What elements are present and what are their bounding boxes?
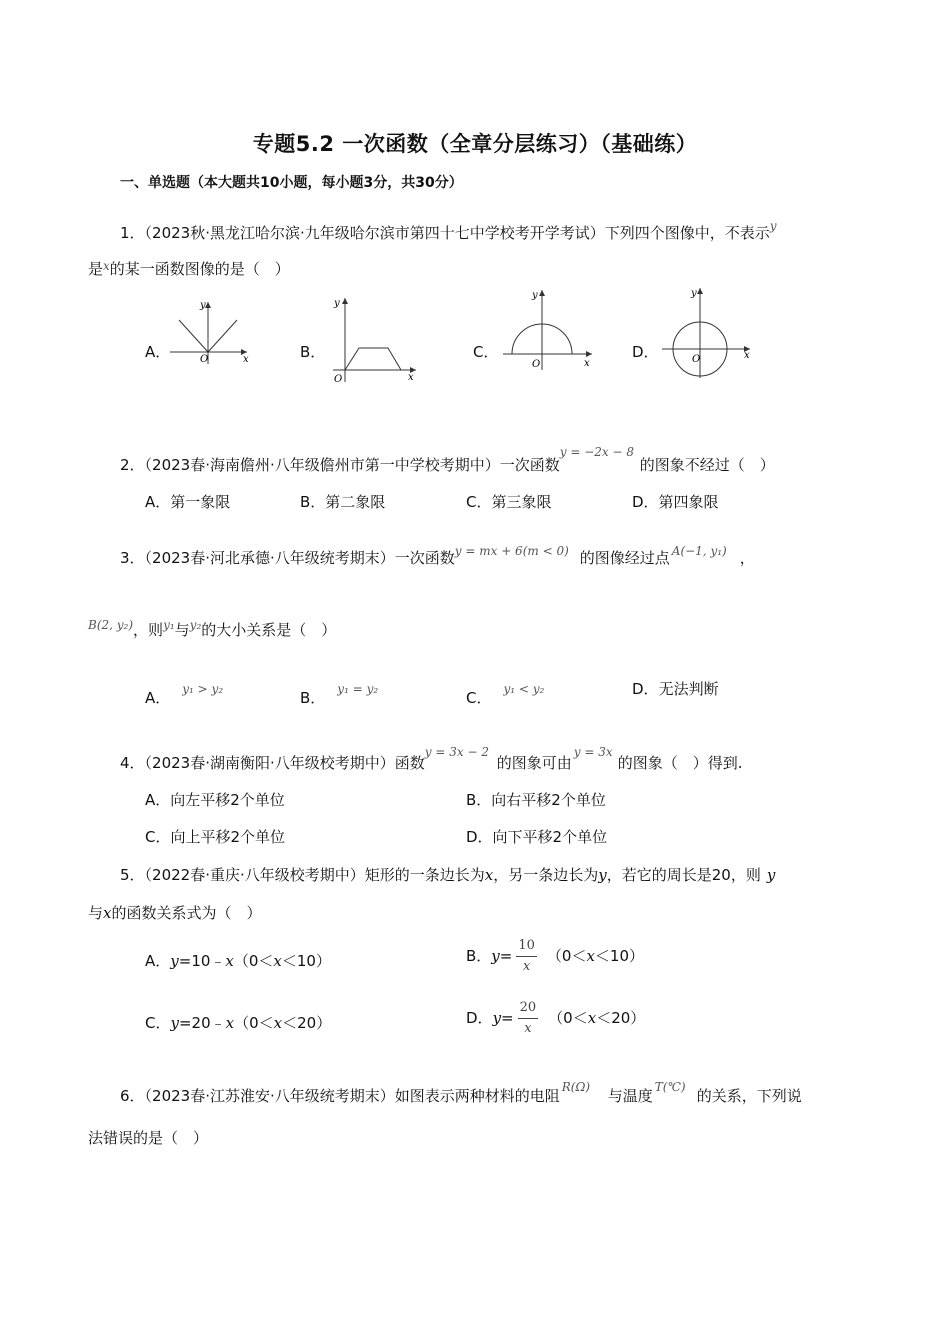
question-3: 3．（2023春·河北承德·八年级统考期末）一次函数y = mx + 6(m < 0) 的图像经过点 A(−1, y₁) ， [120, 541, 755, 568]
graph-d [660, 284, 760, 380]
axis-y-label: y [532, 290, 538, 301]
graph-c [500, 286, 600, 372]
formula: y = 3x − 2 [424, 745, 489, 759]
section-heading: 一、单选题（本大题共10小题，每小题3分，共30分） [120, 175, 463, 191]
page-title: 专题5.2 一次函数（全章分层练习）（基础练） [252, 132, 698, 156]
question-text: （2023秋·黑龙江哈尔滨·九年级哈尔滨市第四十七中学校考开学考试）下列四个图像中，不表示 [144, 224, 770, 242]
fraction: $\frac{20}{x}$ [519, 1000, 537, 1036]
option-b-label[interactable]: B． [300, 343, 326, 361]
q4-option-d[interactable]: D．向下平移2个单位 [466, 828, 608, 846]
math-var: y [769, 219, 777, 233]
question-1 [120, 216, 777, 243]
q4-option-c[interactable]: C．向上平移2个单位 [145, 828, 286, 846]
option-c-label[interactable]: C． [473, 343, 499, 361]
q5-option-b[interactable]: B．y= $\frac{10}{x}$ （0＜x＜10） [466, 936, 644, 977]
axis-y-label: y [200, 300, 206, 311]
q5-option-c[interactable]: C．y=20﹣x（0＜x＜20） [145, 1014, 332, 1032]
question-4: 4．（2023春·湖南衡阳·八年级校考期中）函数y = 3x − 2的图象可由y = 3x的图象（ ）得到. [120, 742, 743, 773]
math-var: x [103, 259, 110, 273]
question-3-line2: $^{B(2, y_2)}$，则$^{y_1}$与$^{y_2}$的大小关系是（ ） [88, 618, 337, 639]
q2-option-b[interactable]: B．第二象限 [300, 493, 386, 511]
q3-option-b[interactable]: B． $^{y_1 = y_2}$ [300, 682, 379, 707]
q2-option-d[interactable]: D．第四象限 [632, 493, 719, 511]
origin-label: O [200, 354, 209, 365]
question-5-line2: 与x的函数关系式为（ ） [88, 904, 262, 922]
axis-x-label: x [744, 350, 750, 361]
origin-label: O [692, 354, 701, 365]
formula: y = mx + 6(m < 0) [454, 544, 569, 558]
q3-option-d[interactable]: D．无法判断 [632, 680, 719, 698]
point-b: B(2, y₂) [88, 618, 134, 632]
q4-option-b[interactable]: B．向右平移2个单位 [466, 791, 606, 809]
temperature-symbol: T(℃) [654, 1080, 686, 1094]
question-number: 1． [120, 224, 145, 242]
q2-option-c[interactable]: C．第三象限 [466, 493, 552, 511]
origin-label: O [334, 374, 343, 385]
q5-option-a[interactable]: A．y=10﹣x（0＜x＜10） [145, 952, 331, 970]
question-6: 6．（2023春·江苏淮安·八年级统考期末）如图表示两种材料的电阻 R(Ω) 与温度 T(℃) 的关系，下列说 [120, 1077, 802, 1106]
question-2: 2．（2023春·海南儋州·八年级儋州市第一中学校考期中）一次函数y = −2x − 8的图象不经过（ ） [120, 442, 775, 475]
axis-y-label: y [334, 298, 340, 309]
q4-option-a[interactable]: A．向左平移2个单位 [145, 791, 285, 809]
option-d-label[interactable]: D． [632, 343, 659, 361]
resistance-symbol: R(Ω) [561, 1080, 591, 1094]
q3-option-c[interactable]: C． $^{y_1 < y_2}$ [466, 682, 545, 707]
q3-option-a[interactable]: A． $^{y_1 > y_2}$ [145, 682, 224, 707]
option-a-label[interactable]: A． [145, 343, 171, 361]
formula: y = 3x [573, 745, 613, 759]
question-6-line2: 法错误的是（ ） [88, 1129, 209, 1147]
graph-b [328, 292, 423, 387]
graph-a [165, 296, 265, 366]
axis-x-label: x [408, 372, 414, 383]
q5-option-d[interactable]: D．y= $\frac{20}{x}$ （0＜x＜20） [466, 998, 645, 1039]
origin-label: O [532, 359, 541, 370]
fraction: $\frac{10}{x}$ [518, 938, 535, 974]
formula: y = −2x − 8 [559, 445, 635, 459]
question-5: 5．（2022春·重庆·八年级校考期中）矩形的一条边长为x，另一条边长为y，若它的周长是20，则 y [120, 866, 776, 884]
question-1-line2: 是$^x$的某一函数图像的是（ ） [88, 259, 290, 278]
axis-x-label: x [584, 358, 590, 369]
axis-y-label: y [691, 288, 697, 299]
q2-option-a[interactable]: A．第一象限 [145, 493, 231, 511]
axis-x-label: x [243, 354, 249, 365]
point-a: A(−1, y₁) [671, 544, 727, 558]
